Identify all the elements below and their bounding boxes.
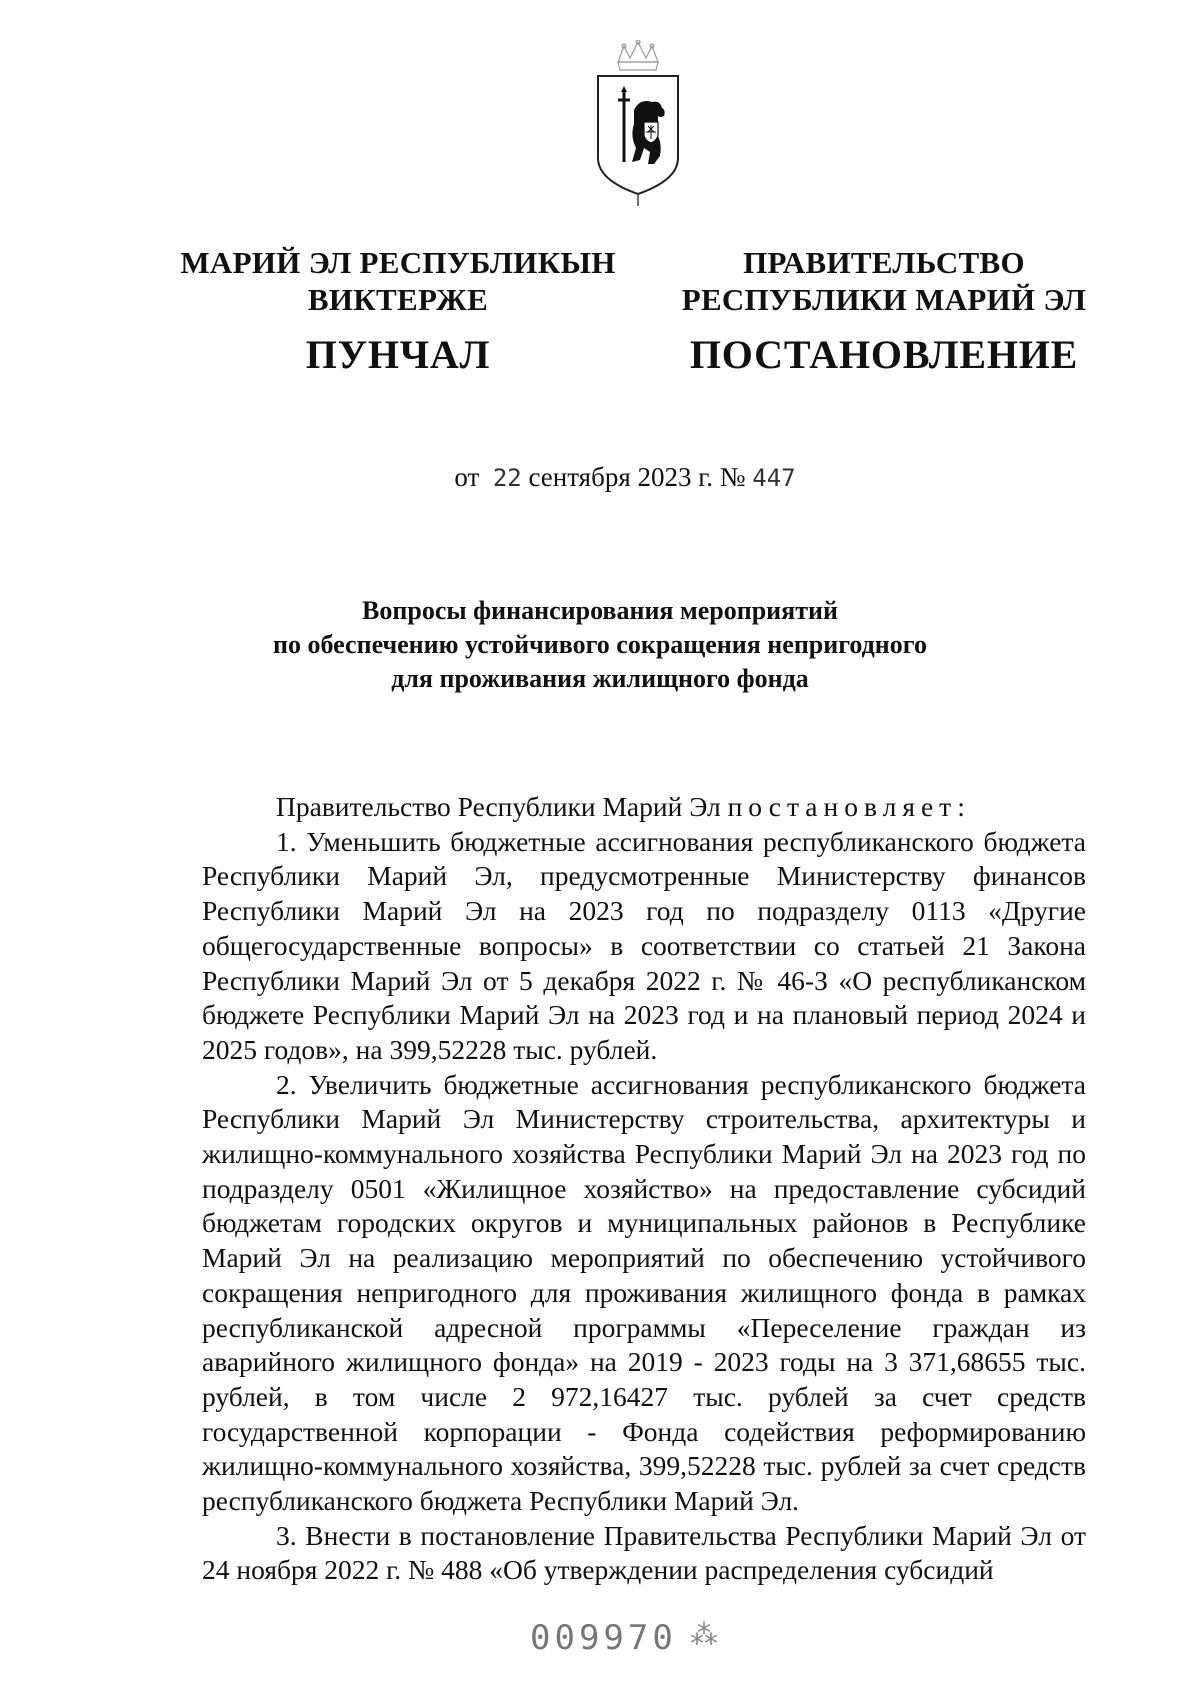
intro-paragraph — [202, 790, 1086, 825]
header-right-line2: РЕСПУБЛИКИ МАРИЙ ЭЛ — [681, 282, 1087, 317]
header-right-line1: ПРАВИТЕЛЬСТВО — [743, 245, 1025, 280]
asterisk-mark-icon: ⁂ — [690, 1618, 718, 1651]
header-left-line2: ВИКТЕРЖЕ — [307, 282, 489, 317]
serial-number: 009970 — [530, 1618, 677, 1658]
title-line1: Вопросы финансирования мероприятий — [362, 596, 838, 625]
paragraph-1: 1. Уменьшить бюджетные ассигнования республиканского бюджета Республики Марий Эл, предусмотренные Министерству финансов Республики Марий Эл на 2023 год по подразделу 0113 «Другие общегосударственные вопросы» в соответствии со статьей 21 Закона Республики Марий Эл от 5 декабря 2022 г. № 46-З «О республиканском бюджете Республики Марий Эл на 2023 год и на плановый период 2024 и 2025 годов», на 399,52228 тыс. рублей. — [202, 825, 1086, 1065]
document-date-number — [0, 462, 1200, 493]
paragraph-3: 3. Внести в постановление Правительства Республики Марий Эл от 24 ноября 2022 г. № 488 «Об утверждении распределения субсидий — [202, 1519, 1086, 1586]
title-line2: по обеспечению устойчивого сокращения непригодного — [273, 630, 927, 659]
header-russian-language — [654, 244, 1114, 380]
date-month-year: сентября 2023 г. № — [528, 462, 746, 492]
header-right-doctype: ПОСТАНОВЛЕНИЕ — [689, 332, 1079, 377]
date-prefix: от — [454, 462, 480, 492]
coat-of-arms-emblem — [588, 40, 688, 210]
date-day: 22 — [492, 464, 522, 492]
document-title — [200, 594, 1000, 696]
title-line3: для проживания жилищного фонда — [391, 664, 809, 693]
document-body — [202, 790, 1086, 1588]
intro-text: Правительство Республики Марий Эл — [276, 791, 721, 822]
paragraph-2: 2. Увеличить бюджетные ассигнования республиканского бюджета Республики Марий Эл Министерству строительства, архитектуры и жилищно-коммунального хозяйства Республики Марий Эл на 2023 год по подразделу 0501 «Жилищное хозяйство» на предоставление субсидий бюджетам городских округов и муниципальных районов в Республике Марий Эл на реализацию мероприятий по обеспечению устойчивого сокращения непригодного для проживания жилищного фонда в рамках республиканской адресной программы «Переселение граждан из аварийного жилищного фонда» на 2019 - 2023 годы на 3 371,68655 тыс. рублей, в том числе 2 972,16427 тыс. рублей за счет средств государственной корпорации - Фонда содействия реформированию жилищно-коммунального хозяйства, 399,52228 тыс. рублей за счет средств республиканского бюджета Республики Марий Эл. — [202, 1068, 1086, 1517]
header-left-doctype: ПУНЧАЛ — [305, 332, 491, 377]
header-left-line1: МАРИЙ ЭЛ РЕСПУБЛИКЫН — [180, 245, 616, 280]
header-mari-language — [168, 244, 628, 380]
intro-resolves: постановляет: — [727, 791, 971, 822]
document-number: 447 — [752, 464, 796, 492]
